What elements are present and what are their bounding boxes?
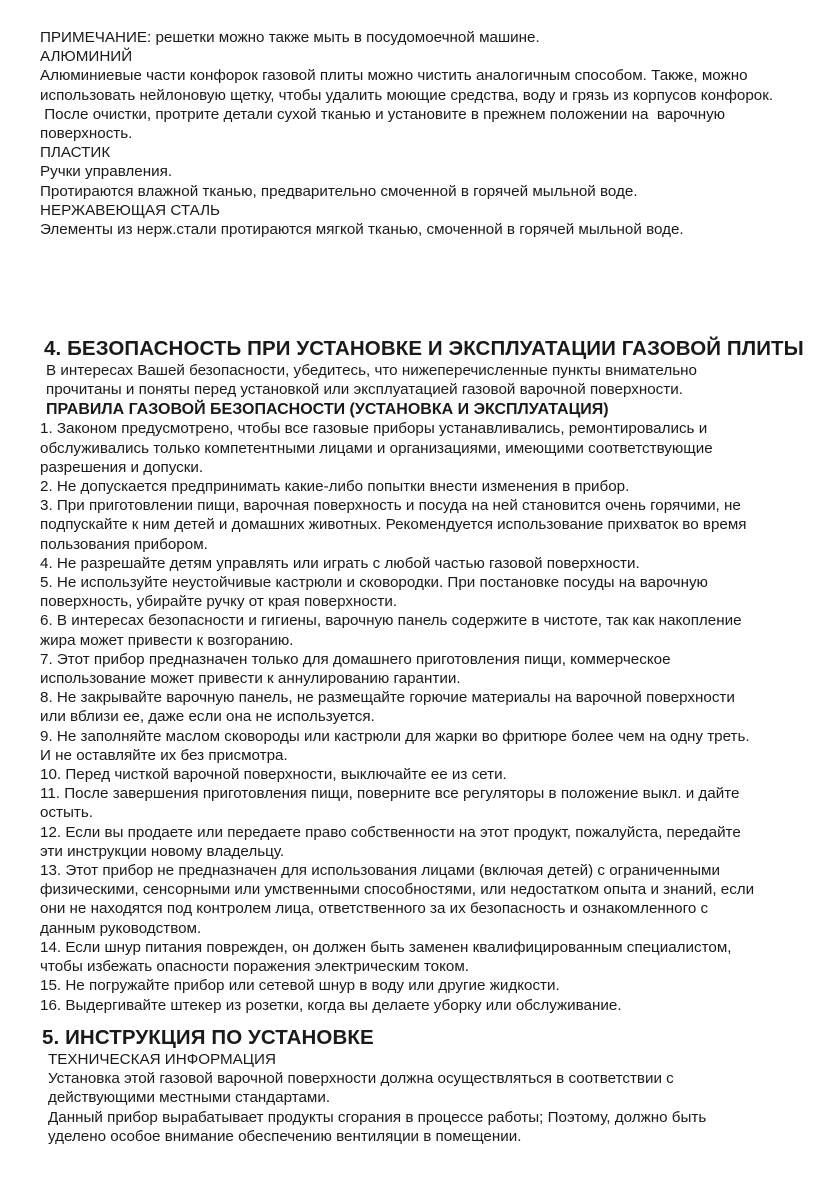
aluminum-text-line: После очистки, протрите детали сухой тканью и установите в прежнем положении на варочную	[40, 105, 726, 123]
rule-line: 7. Этот прибор предназначен только для домашнего приготовления пищи, коммерческое	[40, 650, 671, 668]
rule-line: эти инструкции новому владельцу.	[40, 842, 285, 860]
rule-line: 12. Если вы продаете или передаете право собственности на этот продукт, пожалуйста, передайте	[40, 823, 741, 841]
rule-line: 9. Не заполняйте маслом сковороды или кастрюли для жарки во фритюре более чем на одну треть.	[40, 727, 750, 745]
rule-line: или вблизи ее, даже если она не используется.	[40, 708, 375, 726]
plastic-text-line: Ручки управления.	[40, 163, 173, 181]
rule-line: 16. Выдергивайте штекер из розетки, когда вы делаете уборку или обслуживание.	[40, 996, 622, 1014]
intro-line: В интересах Вашей безопасности, убедитесь, что нижеперечисленные пункты внимательно	[46, 362, 697, 379]
installation-line: действующими местными стандартами.	[48, 1089, 331, 1107]
aluminum-heading: АЛЮМИНИЙ	[40, 48, 133, 66]
rule-line: 5. Не используйте неустойчивые кастрюли и сковородки. При постановке посуды на варочную	[40, 574, 708, 592]
rule-line: подпускайте к ним детей и домашних животных. Рекомендуется использование прихваток во время	[40, 516, 747, 534]
rule-line: данным руководством.	[40, 919, 202, 937]
rule-line: 13. Этот прибор не предназначен для использования лицами (включая детей) с ограниченными	[40, 862, 720, 880]
cleaning-section	[40, 28, 810, 239]
rules-list	[40, 419, 810, 1014]
rule-line: использование может привести к аннулированию гарантии.	[40, 670, 461, 688]
steel-heading: НЕРЖАВЕЮЩАЯ СТАЛЬ	[40, 201, 221, 219]
rule-line: жира может привести к возгоранию.	[40, 631, 294, 649]
rule-line: 14. Если шнур питания поврежден, он должен быть заменен квалифицированным специалистом,	[40, 938, 732, 956]
intro-line: прочитаны и поняты перед установкой или эксплуатацией газовой варочной поверхности.	[46, 381, 683, 399]
rule-line: 3. При приготовлении пищи, варочная поверхность и посуда на ней становится очень горячими, не	[40, 497, 741, 515]
installation-line: Установка этой газовой варочной поверхности должна осуществляться в соответствии с	[48, 1070, 674, 1088]
plastic-text-line: Протираются влажной тканью, предварительно смоченной в горячей мыльной воде.	[40, 182, 638, 200]
rule-line: чтобы избежать опасности поражения электрическим током.	[40, 958, 470, 976]
rule-line: И не оставляйте их без присмотра.	[40, 746, 288, 764]
aluminum-text-line: использовать нейлоновую щетку, чтобы удалить моющие средства, воду и грязь из корпусов конфорок.	[40, 86, 774, 104]
rule-line: поверхность, убирайте ручку от края поверхности.	[40, 593, 398, 611]
steel-text-line: Элементы из нерж.стали протираются мягкой тканью, смоченной в горячей мыльной воде.	[40, 221, 684, 239]
rule-line: 11. После завершения приготовления пищи, поверните все регуляторы в положение выкл. и дайте	[40, 785, 740, 803]
section-4-title: 4. БЕЗОПАСНОСТЬ ПРИ УСТАНОВКЕ И ЭКСПЛУАТАЦИИ ГАЗОВОЙ ПЛИТЫ	[44, 337, 804, 360]
rule-line: они не находятся под контролем лица, ответственного за их безопасность и ознакомленного с	[40, 900, 709, 918]
rule-line: остыть.	[40, 804, 94, 822]
rule-line: 2. Не допускается предпринимать какие-либо попытки внести изменения в прибор.	[40, 478, 630, 496]
installation-line: Данный прибор вырабатывает продукты сгорания в процессе работы; Поэтому, должно быть	[48, 1108, 707, 1126]
aluminum-text-line: поверхность.	[40, 125, 133, 143]
note-text: ПРИМЕЧАНИЕ: решетки можно также мыть в посудомоечной машине.	[40, 29, 540, 46]
rule-line: 10. Перед чисткой варочной поверхности, выключайте ее из сети.	[40, 766, 507, 784]
rule-line: 15. Не погружайте прибор или сетевой шнур в воду или другие жидкости.	[40, 977, 560, 995]
rule-line: 6. В интересах безопасности и гигиены, варочную панель содержите в чистоте, так как накопление	[40, 612, 742, 630]
rule-line: пользования прибором.	[40, 535, 208, 553]
rules-heading: ПРАВИЛА ГАЗОВОЙ БЕЗОПАСНОСТИ (УСТАНОВКА И ЭКСПЛУАТАЦИЯ)	[46, 401, 609, 419]
rule-line: обслуживались только компетентными лицами и организациями, имеющими соответствующие	[40, 439, 713, 457]
safety-intro	[46, 361, 810, 399]
aluminum-text-line: Алюминиевые части конфорок газовой плиты можно чистить аналогичным способом. Также, можно	[40, 67, 748, 85]
installation-line: уделено особое внимание обеспечению вентиляции в помещении.	[48, 1127, 522, 1145]
installation-body	[48, 1050, 812, 1146]
installation-section	[42, 1026, 812, 1146]
safety-section	[40, 337, 810, 1015]
rule-line: 8. Не закрывайте варочную панель, не размещайте горючие материалы на варочной поверхности	[40, 689, 735, 707]
plastic-heading: ПЛАСТИК	[40, 144, 111, 162]
rule-line: 4. Не разрешайте детям управлять или играть с любой частью газовой поверхности.	[40, 554, 640, 572]
rule-line: разрешения и допуски.	[40, 458, 204, 476]
rule-line: физическими, сенсорными или умственными способностями, или недостатком опыта и знаний, если	[40, 881, 755, 899]
technical-info-heading: ТЕХНИЧЕСКАЯ ИНФОРМАЦИЯ	[48, 1051, 276, 1068]
section-5-title: 5. ИНСТРУКЦИЯ ПО УСТАНОВКЕ	[42, 1026, 374, 1049]
rule-line: 1. Законом предусмотрено, чтобы все газовые приборы устанавливались, ремонтировались и	[40, 420, 708, 438]
